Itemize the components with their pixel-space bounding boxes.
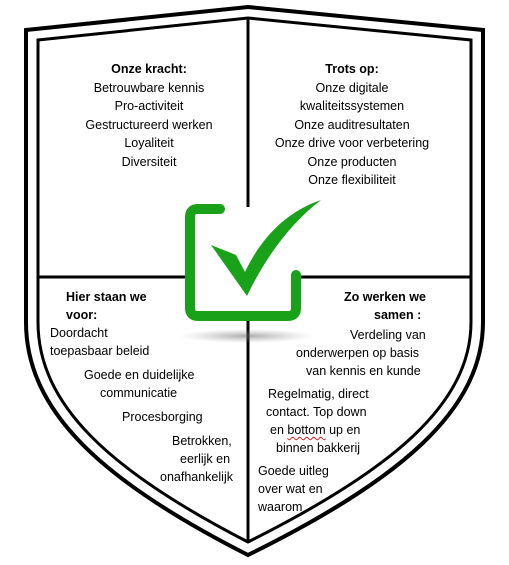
list-item: waarom	[258, 500, 303, 514]
list-item: Onze digitale	[315, 80, 389, 95]
list-item: Onze auditresultaten	[294, 117, 410, 132]
list-item: Doordacht	[50, 326, 108, 340]
list-item: toepasbaar beleid	[50, 344, 150, 358]
quadrant-heading-line1: Hier staan we	[66, 290, 147, 304]
quadrant-heading: Trots op:	[325, 62, 379, 76]
list-item: Verdeling van	[350, 328, 426, 342]
list-item: en bottom up en	[270, 423, 361, 437]
list-item: Pro-activiteit	[114, 99, 184, 113]
quadrant-onze-kracht	[60, 60, 238, 171]
list-item: Diversiteit	[121, 154, 177, 169]
quadrant-heading-line2: samen :	[374, 308, 422, 322]
list-item: Betrouwbare kennis	[93, 80, 205, 95]
list-item: onderwerpen op basis	[296, 346, 419, 360]
list-item: Onze producten	[307, 154, 397, 169]
list-item: Onze drive voor verbetering	[274, 136, 430, 150]
list-item: over wat en	[258, 482, 323, 496]
misspelled-word: bottom	[287, 423, 326, 437]
list-item: Regelmatig, direct	[268, 387, 369, 401]
list-item: Goede uitleg	[258, 464, 329, 478]
list-item: contact. Top down	[266, 405, 367, 419]
list-item: kwaliteitssystemen	[299, 99, 405, 113]
list-item: Loyaliteit	[124, 136, 174, 150]
list-item: Onze flexibiliteit	[308, 173, 396, 187]
list-item: Procesborging	[122, 410, 203, 424]
quadrant-heading-line2: voor:	[66, 308, 98, 322]
list-item: onafhankelijk	[160, 470, 233, 484]
list-item: eerlijk en	[180, 452, 231, 466]
list-item: van kennis en kunde	[306, 364, 421, 378]
list-item: communicatie	[100, 386, 178, 400]
list-item: binnen bakkerij	[276, 441, 361, 455]
quadrant-heading: Onze kracht:	[111, 62, 187, 76]
list-item: Gestructureerd werken	[85, 117, 213, 132]
list-item: Betrokken,	[172, 434, 232, 448]
quadrant-trots-op	[258, 60, 446, 190]
quadrant-heading-line1: Zo werken we	[344, 290, 426, 304]
list-item: Goede en duidelijke	[84, 368, 195, 382]
